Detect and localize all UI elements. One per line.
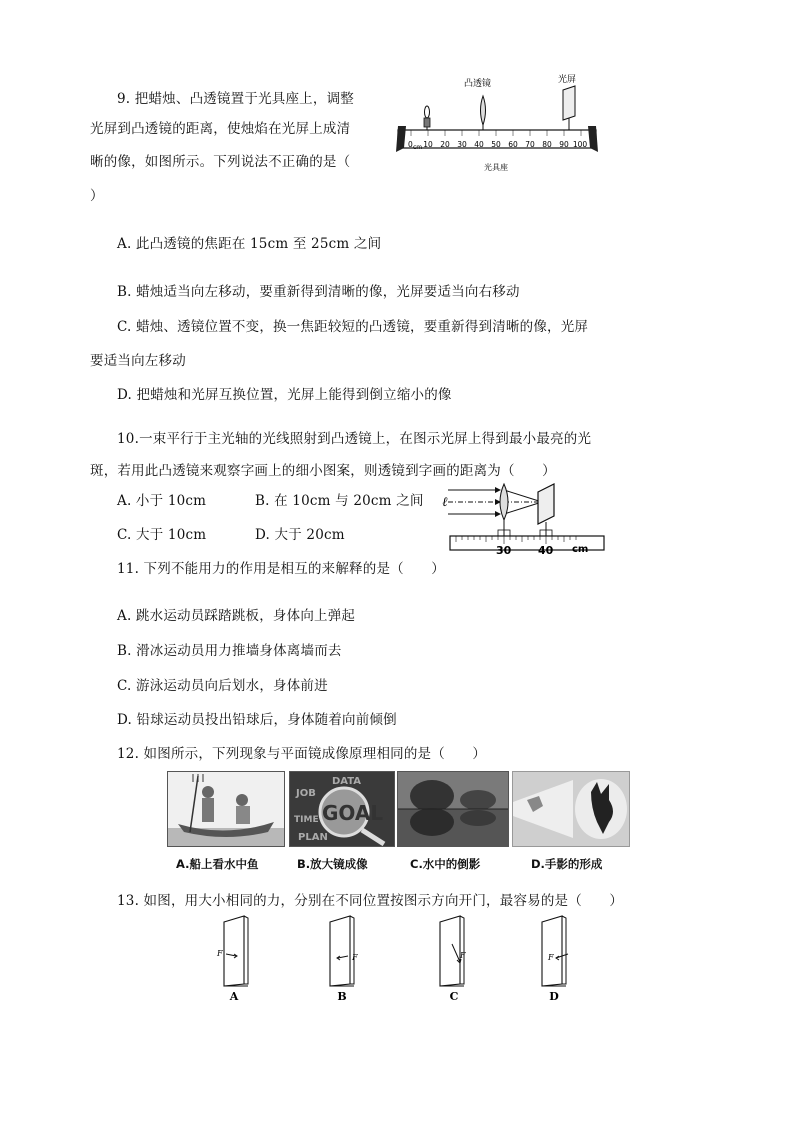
q9-option-d: D. 把蜡烛和光屏互换位置，光屏上能得到倒立缩小的像 [117, 387, 452, 403]
q12-caption-d: D.手影的形成 [531, 857, 603, 871]
bench-tick: 100 [572, 140, 588, 149]
lens-label: 凸透镜 [464, 79, 492, 89]
door-figure-c [432, 914, 476, 1006]
bench-unit: cm [413, 144, 423, 151]
screen-label: 光屏 [558, 75, 577, 85]
bench-tick: 30 [457, 140, 467, 149]
q9-option-c-line2: 要适当向左移动 [90, 353, 186, 369]
photo-boat-fish [167, 771, 285, 847]
light-source-label-icon: ℓ [442, 495, 448, 510]
q9-stem-line3: 晰的像，如图所示。下列说法不正确的是（ [90, 154, 351, 170]
door-label-c: C [449, 990, 459, 1003]
q11-option-c: C. 游泳运动员向后划水，身体前进 [117, 678, 328, 694]
q11-stem: 11. 下列不能用力的作用是相互的来解释的是（ ） [117, 561, 445, 577]
q12-caption-b: B.放大镜成像 [297, 857, 368, 871]
q9-option-a: A. 此凸透镜的焦距在 15cm 至 25cm 之间 [117, 236, 382, 252]
bench-tick: 20 [440, 140, 450, 149]
bench-tick: 60 [508, 140, 518, 149]
candle-icon [424, 118, 430, 127]
force-label: F [352, 953, 358, 962]
door-label-b: B [337, 990, 347, 1003]
q12-caption-a: A.船上看水中鱼 [176, 857, 259, 871]
lens-focus-figure [438, 478, 610, 562]
q9-option-b: B. 蜡烛适当向左移动，要重新得到清晰的像，光屏要适当向右移动 [117, 284, 520, 300]
photo-word: GOAL [322, 801, 384, 825]
light-screen-icon [563, 86, 575, 120]
photo-word: TIME [294, 815, 319, 825]
optical-bench-figure [392, 70, 614, 178]
photo-hand-shadow [512, 771, 630, 847]
door-label-a: A [229, 990, 239, 1003]
q10-stem-line2: 斑，若用此凸透镜来观察字画上的细小图案，则透镜到字画的距离为（ ） [90, 463, 556, 479]
bench-zero: 0 [408, 140, 413, 149]
door-figure-d [534, 914, 578, 1006]
ruler-tick-30: 30 [496, 544, 512, 557]
photo-word: DATA [332, 776, 362, 787]
force-label: F [548, 953, 554, 962]
force-label: F [217, 949, 223, 958]
photo-reflection [397, 771, 509, 847]
q10-stem-line1: 10.一束平行于主光轴的光线照射到凸透镜上，在图示光屏上得到最小最亮的光 [117, 431, 592, 447]
q9-stem-line2: 光屏到凸透镜的距离，使烛焰在光屏上成清 [90, 121, 351, 137]
q12-stem: 12. 如图所示，下列现象与平面镜成像原理相同的是（ ） [117, 746, 487, 762]
door-figure-b [322, 914, 366, 1006]
q10-option-c: C. 大于 10cm [117, 527, 207, 543]
door-label-d: D [549, 990, 559, 1003]
door-figure-a [214, 914, 258, 1006]
ruler-tick-40: 40 [538, 544, 554, 557]
q12-caption-c: C.水中的倒影 [410, 857, 481, 871]
bench-tick: 10 [423, 140, 433, 149]
q10-option-b: B. 在 10cm 与 20cm 之间 [255, 493, 424, 509]
bench-tick: 80 [542, 140, 552, 149]
q9-stem-line4: ） [90, 188, 104, 204]
q10-option-d: D. 大于 20cm [255, 527, 345, 543]
photo-word: JOB [296, 788, 316, 799]
q10-option-a: A. 小于 10cm [117, 493, 207, 509]
light-screen-icon [538, 484, 554, 524]
force-label: F [460, 951, 466, 960]
bench-tick: 90 [559, 140, 569, 149]
q11-option-b: B. 滑冰运动员用力推墙身体离墙而去 [117, 643, 342, 659]
photo-magnifier [289, 771, 395, 847]
ruler-unit: cm [572, 544, 589, 555]
q11-option-a: A. 跳水运动员踩踏跳板，身体向上弹起 [117, 608, 356, 624]
convex-lens-icon [500, 484, 508, 520]
bench-label: 光具座 [484, 163, 508, 172]
q9-option-c-line1: C. 蜡烛、透镜位置不变，换一焦距较短的凸透镜，要重新得到清晰的像，光屏 [117, 319, 589, 335]
candle-flame-icon [425, 106, 430, 118]
bench-tick: 50 [491, 140, 501, 149]
convex-lens-icon [481, 96, 486, 125]
q9-stem-line1: 9. 把蜡烛、凸透镜置于光具座上，调整 [117, 91, 354, 107]
bench-tick: 70 [525, 140, 535, 149]
bench-tick: 40 [474, 140, 484, 149]
q13-stem: 13. 如图，用大小相同的力，分别在不同位置按图示方向开门，最容易的是（ ） [117, 893, 624, 909]
photo-word: PLAN [298, 832, 328, 843]
q11-option-d: D. 铅球运动员投出铅球后，身体随着向前倾倒 [117, 712, 397, 728]
